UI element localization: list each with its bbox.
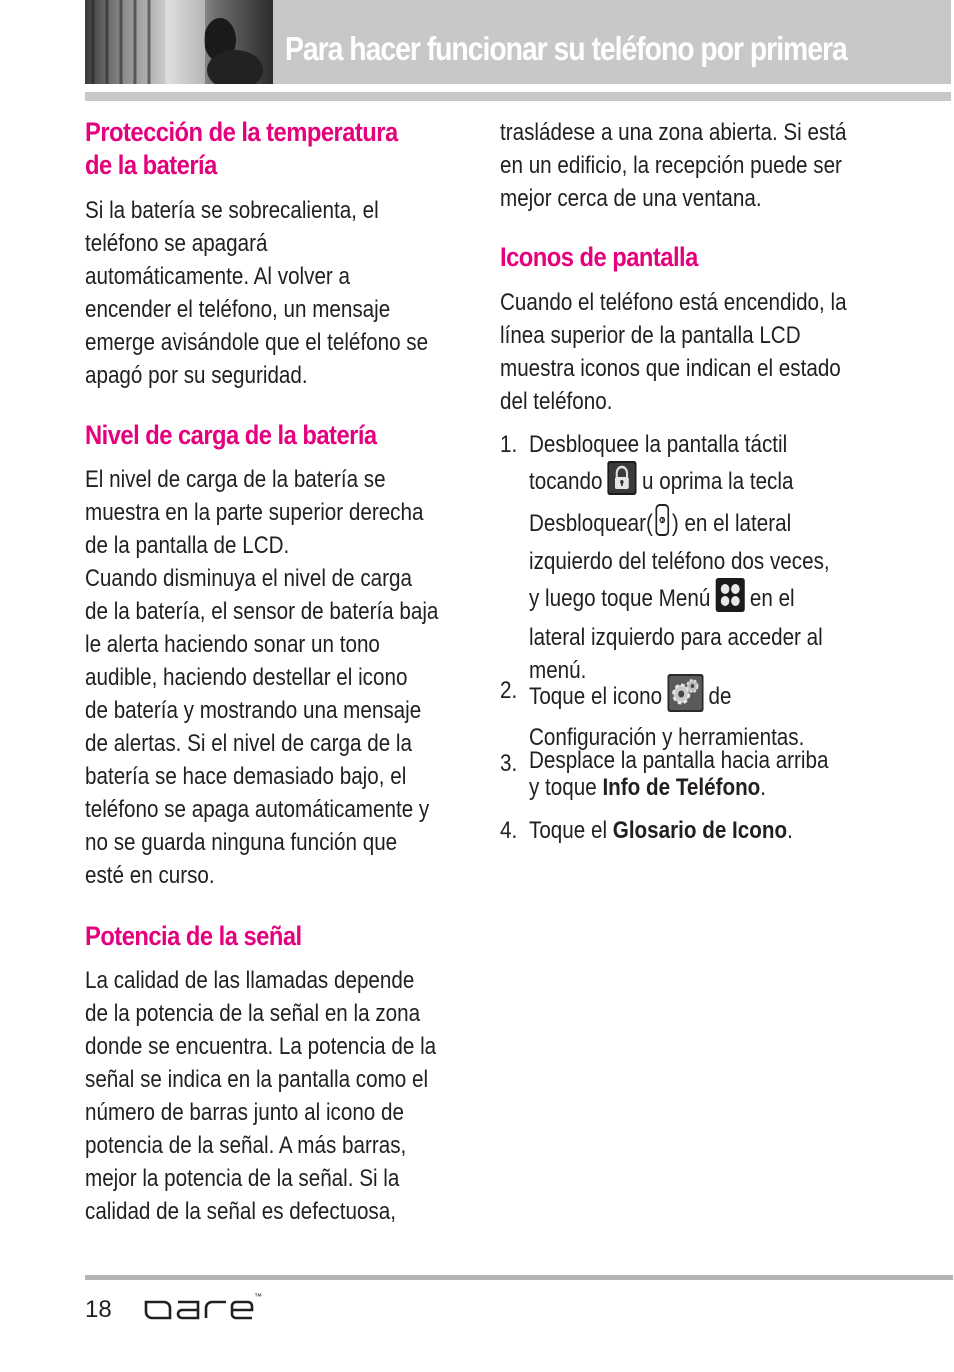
text-line: de la potencia de la señal en la zona xyxy=(85,1000,421,1027)
settings-tools-icon xyxy=(667,674,703,721)
text-line: mejor cerca de una ventana. xyxy=(500,185,762,212)
step-text xyxy=(529,814,793,847)
text-line: Cuando disminuya el nivel de carga xyxy=(85,565,413,592)
heading-line: de la batería xyxy=(85,150,217,180)
text-line: apagó por su seguridad. xyxy=(85,362,308,389)
text-line: lateral izquierdo para acceder al xyxy=(529,624,823,651)
step-text xyxy=(529,747,828,801)
text-line: línea superior de la pantalla LCD xyxy=(500,322,801,349)
page-number: 18 xyxy=(85,1296,112,1323)
step-number: 1. xyxy=(500,431,518,458)
text-line: teléfono se apaga automáticamente y xyxy=(85,796,430,823)
text-line: audible, haciendo destellar el icono xyxy=(85,664,408,691)
text-line: mejor la potencia de la señal. Si la xyxy=(85,1165,400,1192)
page-title: Para hacer funcionar su teléfono por primera xyxy=(285,30,847,67)
text-line: trasládese a una zona abierta. Si está xyxy=(500,119,847,146)
text-line: y luego toque Menú xyxy=(529,584,711,612)
bold-term: Info de Teléfono xyxy=(602,774,761,801)
heading-battery-temperature xyxy=(85,116,398,182)
trademark-mark: ™ xyxy=(254,1292,262,1301)
unlock-key-icon xyxy=(656,504,670,545)
text-line: de batería y mostrando una mensaje xyxy=(85,697,422,724)
text-line: de la pantalla de LCD. xyxy=(85,532,290,559)
text-line: esté en curso. xyxy=(85,862,215,889)
text-line: menú. xyxy=(529,657,587,684)
text-line: y toque xyxy=(529,774,603,801)
text-line: del teléfono. xyxy=(500,388,613,415)
text-line: calidad de la señal es defectuosa, xyxy=(85,1198,396,1225)
step-text xyxy=(529,428,830,687)
text-line: Desbloquear( xyxy=(529,509,653,537)
text-line: le alerta haciendo sonar un tono xyxy=(85,631,380,658)
text-line: . xyxy=(760,774,767,801)
lock-icon xyxy=(608,461,637,504)
step-text xyxy=(529,674,804,754)
text-line: número de barras junto al icono de xyxy=(85,1099,404,1126)
heading-line: Iconos de pantalla xyxy=(500,242,698,272)
text-line: automáticamente. Al volver a xyxy=(85,263,351,290)
text-line: en el xyxy=(749,584,795,612)
text-line: en un edificio, la recepción puede ser xyxy=(500,152,842,179)
text-line: Configuración y herramientas. xyxy=(529,724,805,751)
text-line: El nivel de carga de la batería se xyxy=(85,466,386,493)
step-number: 4. xyxy=(500,817,518,844)
text-line: Toque el xyxy=(529,817,613,844)
text-line: de la batería, el sensor de batería baja xyxy=(85,598,439,625)
text-line: Cuando el teléfono está encendido, la xyxy=(500,289,847,316)
text-line: Desplace la pantalla hacia arriba xyxy=(529,747,829,774)
text-line: izquierdo del teléfono dos veces, xyxy=(529,548,830,575)
text-line: encender el teléfono, un mensaje xyxy=(85,296,391,323)
text-line: de alertas. Si el nivel de carga de la xyxy=(85,730,413,757)
text-line: emerge avisándole que el teléfono se xyxy=(85,329,429,356)
text-line: muestra en la parte superior derecha xyxy=(85,499,424,526)
text-line: Desbloquee la pantalla táctil xyxy=(529,431,788,458)
paragraph-battery-level xyxy=(85,463,438,892)
paragraph-screen-icons xyxy=(500,286,847,418)
text-line: no se guarda ninguna función que xyxy=(85,829,398,856)
text-line: Toque el icono xyxy=(529,682,663,710)
paragraph-battery-temperature xyxy=(85,194,428,392)
step-number: 3. xyxy=(500,750,518,777)
heading-line: Protección de la temperatura xyxy=(85,117,398,147)
heading-signal-strength xyxy=(85,920,302,953)
header-rule xyxy=(85,92,951,101)
heading-line: Nivel de carga de la batería xyxy=(85,420,377,450)
text-line: Si la batería se sobrecalienta, el xyxy=(85,197,379,224)
text-line: señal se indica en la pantalla como el xyxy=(85,1066,429,1093)
paragraph-signal-continuation xyxy=(500,116,847,215)
step-number: 2. xyxy=(500,677,518,704)
text-line: batería se hace demasiado bajo, el xyxy=(85,763,407,790)
bold-term: Glosario de Icono xyxy=(612,817,788,844)
text-line: . xyxy=(787,817,793,844)
text-line: ) en el lateral xyxy=(671,509,792,537)
text-line: teléfono se apagará xyxy=(85,230,268,257)
text-line: tocando xyxy=(529,467,603,495)
heading-screen-icons xyxy=(500,241,698,274)
heading-line: Potencia de la señal xyxy=(85,921,302,951)
text-line: de xyxy=(708,682,732,710)
text-line: La calidad de las llamadas depende xyxy=(85,967,415,994)
text-line: donde se encuentra. La potencia de la xyxy=(85,1033,437,1060)
paragraph-signal-strength xyxy=(85,964,436,1228)
text-line: muestra iconos que indican el estado xyxy=(500,355,841,382)
dare-logo xyxy=(144,1292,262,1327)
menu-grid-icon xyxy=(715,578,744,621)
header-bar xyxy=(273,0,951,84)
header-photo xyxy=(85,0,273,84)
text-line: u oprima la tecla xyxy=(642,467,794,495)
heading-battery-level xyxy=(85,419,377,452)
text-line: potencia de la señal. A más barras, xyxy=(85,1132,407,1159)
footer-rule xyxy=(85,1275,953,1280)
